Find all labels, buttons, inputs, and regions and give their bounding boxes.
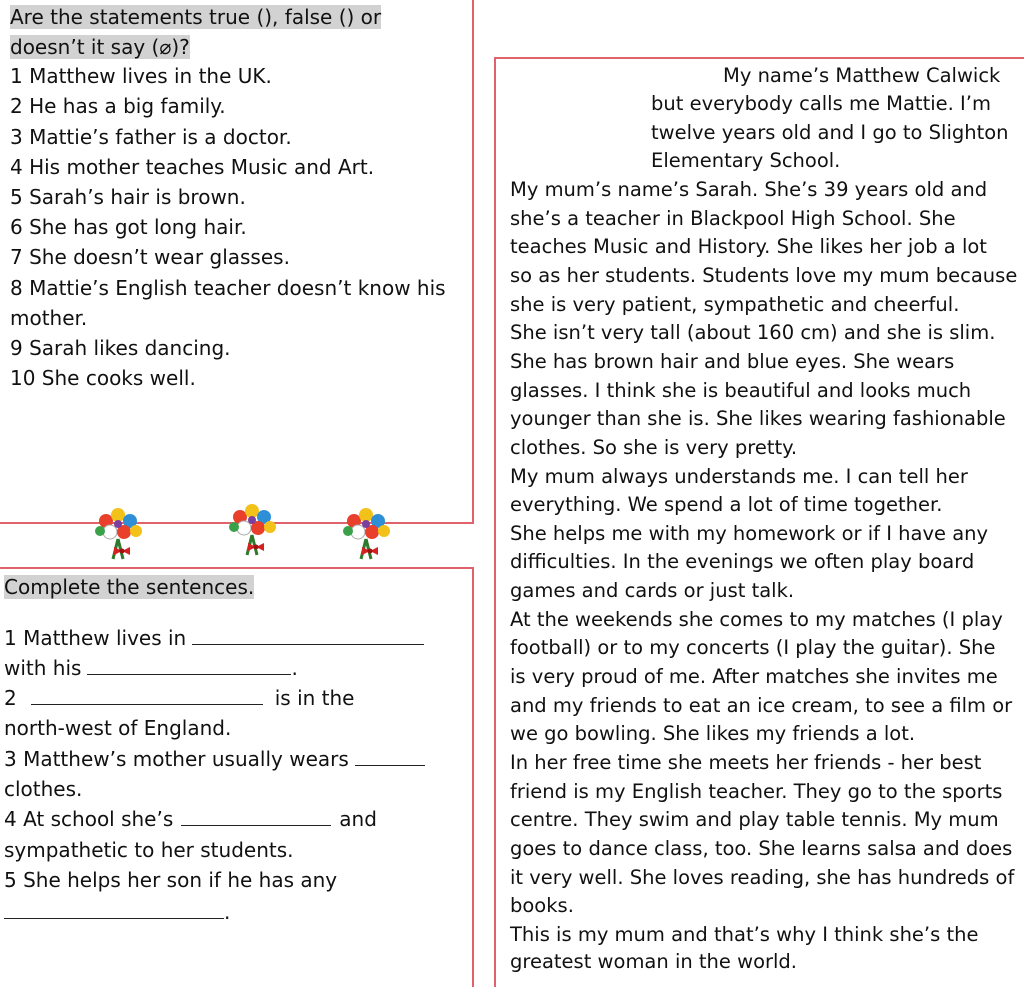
sentence-2b: north-west of England.: [4, 716, 232, 740]
story-line: My name’s Matthew Calwick: [723, 64, 1001, 87]
sentence-1a: 1 Matthew lives in: [4, 623, 424, 653]
task1-heading-line-2: doesn’t it say (⌀)?: [10, 35, 190, 59]
story-line: football) or to my concerts (I play the guitar). She: [510, 636, 996, 659]
blank-1b[interactable]: [87, 656, 291, 675]
story-line: This is my mum and that’s why I think she’s the: [510, 923, 979, 946]
flower-bouquet-icon: [340, 503, 392, 565]
story-line: twelve years old and I go to Slighton: [651, 121, 1009, 144]
story-line: difficulties. In the evenings we often play board: [510, 550, 975, 573]
statement: 2 He has a big family.: [10, 94, 226, 118]
sentence-5b: .: [4, 897, 230, 927]
story-line: is very proud of me. After matches she invites me: [510, 665, 998, 688]
story-line: centre. They swim and play table tennis. My mum: [510, 808, 999, 831]
story-line: greatest woman in the world.: [510, 950, 798, 973]
sentence-4b: sympathetic to her students.: [4, 838, 294, 862]
statement: 4 His mother teaches Music and Art.: [10, 155, 375, 179]
story-line: At the weekends she comes to my matches (I play: [510, 608, 1003, 631]
story-line: In her free time she meets her friends - her best: [510, 751, 982, 774]
story-line: so as her students. Students love my mum because: [510, 264, 1018, 287]
statement: 3 Mattie’s father is a doctor.: [10, 125, 292, 149]
story-line: and my friends to eat an ice cream, to see a film or: [510, 694, 1013, 717]
story-line: she is very patient, sympathetic and cheerful.: [510, 293, 960, 316]
blank-1a[interactable]: [192, 626, 424, 645]
story-line: Elementary School.: [651, 149, 841, 172]
statement: 1 Matthew lives in the UK.: [10, 64, 272, 88]
story-line: teaches Music and History. She likes her job a lot: [510, 235, 987, 258]
sentence-3b: clothes.: [4, 777, 83, 801]
sentence-5a: 5 She helps her son if he has any: [4, 868, 338, 892]
story-line: books.: [510, 894, 574, 917]
statement: 5 Sarah’s hair is brown.: [10, 185, 246, 209]
sentence-3a: 3 Matthew’s mother usually wears: [4, 744, 425, 774]
task2-heading: Complete the sentences.: [4, 575, 255, 599]
blank-4[interactable]: [181, 807, 331, 826]
statement: 8 Mattie’s English teacher doesn’t know his: [10, 276, 446, 300]
story-line: She has brown hair and blue eyes. She wears: [510, 350, 955, 373]
story-line: everything. We spend a lot of time together.: [510, 493, 943, 516]
blank-5[interactable]: [4, 900, 224, 919]
statement: 10 She cooks well.: [10, 366, 196, 390]
blank-3[interactable]: [355, 747, 425, 766]
statement: 7 She doesn’t wear glasses.: [10, 245, 290, 269]
story-line: glasses. I think she is beautiful and looks much: [510, 379, 972, 402]
task1-heading-line-1: Are the statements true (), false () or: [10, 5, 382, 29]
story-line: My mum’s name’s Sarah. She’s 39 years old and: [510, 178, 988, 201]
story-line: clothes. So she is very pretty.: [510, 436, 798, 459]
statement: 9 Sarah likes dancing.: [10, 336, 231, 360]
story-line: we go bowling. She likes my friends a lot.: [510, 722, 916, 745]
story-line: games and cards or just talk.: [510, 579, 795, 602]
flower-bouquet-icon: [226, 499, 278, 561]
story-line: it very well. She loves reading, she has hundreds of: [510, 866, 1015, 889]
blank-2[interactable]: [31, 686, 263, 705]
story-line: She isn’t very tall (about 160 cm) and she is slim.: [510, 321, 996, 344]
statement: mother.: [10, 306, 88, 330]
story-line: friend is my English teacher. They go to the sports: [510, 780, 1003, 803]
story-line: She helps me with my homework or if I have any: [510, 522, 989, 545]
flower-bouquet-icon: [92, 503, 144, 565]
sentence-4a: 4 At school she’s and: [4, 807, 377, 831]
story-line: goes to dance class, too. She learns salsa and does: [510, 837, 1013, 860]
story-line: but everybody calls me Mattie. I’m: [651, 92, 991, 115]
sentence-2a: 2 is in the: [4, 686, 355, 710]
story-line: younger than she is. She likes wearing fashionable: [510, 407, 1006, 430]
story-line: My mum always understands me. I can tell her: [510, 465, 968, 488]
statement: 6 She has got long hair.: [10, 215, 247, 239]
story-line: she’s a teacher in Blackpool High School. She: [510, 207, 956, 230]
sentence-1b: with his .: [4, 656, 298, 680]
